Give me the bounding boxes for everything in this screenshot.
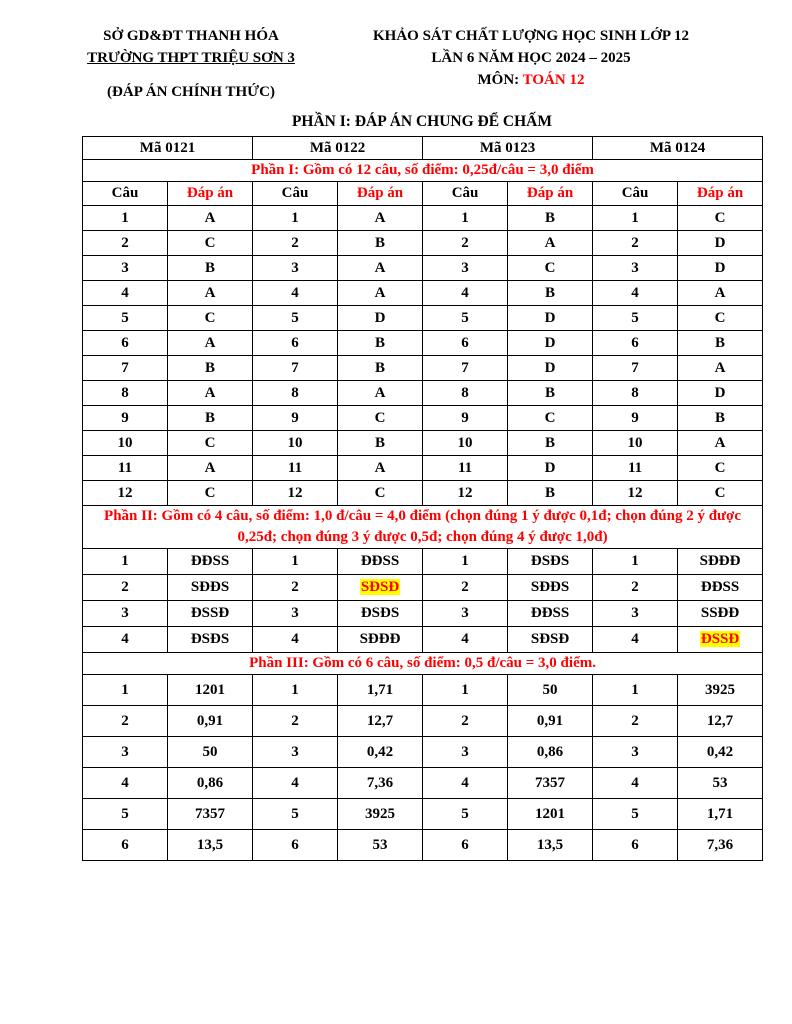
- answer-cell: B: [338, 231, 423, 256]
- question-number-cell: 5: [83, 799, 168, 830]
- question-number-cell: 3: [593, 256, 678, 281]
- part1-answer-row: [83, 381, 763, 406]
- answer-cell: 53: [678, 768, 763, 799]
- question-number-cell: 3: [593, 601, 678, 627]
- part3-answer-row: [83, 675, 763, 706]
- answer-column-header: Đáp án: [678, 182, 763, 206]
- question-number-cell: 1: [423, 206, 508, 231]
- part1-note-row: [83, 160, 763, 182]
- question-column-header: Câu: [593, 182, 678, 206]
- part2-note: Phần II: Gồm có 4 câu, số điểm: 1,0 đ/câu = 4,0 điểm (chọn đúng 1 ý được 0,1đ; chọn đúng 2 ý được 0,25đ; chọn đúng 3 ý được 0,5đ; chọn đúng 4 ý được 1,0đ): [83, 506, 763, 549]
- answer-cell: D: [508, 356, 593, 381]
- answer-cell: SSĐĐ: [678, 601, 763, 627]
- answer-cell: A: [338, 206, 423, 231]
- question-number-cell: 11: [83, 456, 168, 481]
- answer-cell: ĐĐSS: [338, 549, 423, 575]
- highlighted-answer: SĐSĐ: [360, 579, 400, 595]
- answer-cell: [338, 575, 423, 601]
- part1-answer-row: [83, 406, 763, 431]
- question-number-cell: 3: [253, 601, 338, 627]
- question-number-cell: 3: [83, 601, 168, 627]
- department-name: SỞ GD&ĐT THANH HÓA: [103, 28, 279, 44]
- answer-cell: 53: [338, 830, 423, 861]
- answer-cell: 0,86: [508, 737, 593, 768]
- part2-answer-row: [83, 601, 763, 627]
- question-number-cell: 5: [423, 306, 508, 331]
- part3-answer-row: [83, 830, 763, 861]
- question-number-cell: 2: [83, 706, 168, 737]
- answer-cell: B: [508, 381, 593, 406]
- answer-cell: A: [338, 381, 423, 406]
- answer-cell: [678, 627, 763, 653]
- answer-cell: B: [508, 481, 593, 506]
- answer-cell: A: [508, 231, 593, 256]
- question-number-cell: 1: [423, 675, 508, 706]
- part1-answer-row: [83, 206, 763, 231]
- answer-cell: A: [678, 281, 763, 306]
- answer-cell: SĐĐS: [508, 575, 593, 601]
- answer-cell: B: [508, 281, 593, 306]
- answer-cell: B: [338, 356, 423, 381]
- answer-cell: 7,36: [338, 768, 423, 799]
- part1-answer-row: [83, 481, 763, 506]
- part2-answer-row: [83, 575, 763, 601]
- exam-code-header: Mã 0123: [423, 137, 593, 160]
- question-number-cell: 5: [593, 799, 678, 830]
- question-number-cell: 2: [253, 575, 338, 601]
- answer-cell: C: [168, 431, 253, 456]
- part1-answer-row: [83, 256, 763, 281]
- answer-column-header: Đáp án: [338, 182, 423, 206]
- part3-answer-row: [83, 737, 763, 768]
- question-number-cell: 4: [83, 281, 168, 306]
- answer-cell: ĐSĐS: [168, 627, 253, 653]
- question-number-cell: 1: [253, 206, 338, 231]
- question-number-cell: 2: [423, 706, 508, 737]
- answer-cell: A: [678, 431, 763, 456]
- question-number-cell: 2: [423, 231, 508, 256]
- question-number-cell: 4: [423, 281, 508, 306]
- answer-column-header: Đáp án: [168, 182, 253, 206]
- question-number-cell: 10: [83, 431, 168, 456]
- question-number-cell: 9: [593, 406, 678, 431]
- question-number-cell: 6: [423, 331, 508, 356]
- answer-cell: D: [678, 256, 763, 281]
- question-number-cell: 6: [83, 830, 168, 861]
- exam-title: KHẢO SÁT CHẤT LƯỢNG HỌC SINH LỚP 12: [372, 28, 690, 44]
- question-number-cell: 4: [253, 627, 338, 653]
- document-header: [82, 25, 762, 103]
- official-answer-note: (ĐÁP ÁN CHÍNH THỨC): [107, 84, 275, 100]
- answer-cell: 0,86: [168, 768, 253, 799]
- part3-note-row: [83, 653, 763, 675]
- question-number-cell: 7: [83, 356, 168, 381]
- question-number-cell: 1: [593, 206, 678, 231]
- answer-cell: B: [508, 206, 593, 231]
- answer-cell: ĐĐSS: [678, 575, 763, 601]
- question-number-cell: 7: [423, 356, 508, 381]
- answer-cell: 3925: [338, 799, 423, 830]
- question-number-cell: 4: [593, 627, 678, 653]
- part3-note: Phần III: Gồm có 6 câu, số điểm: 0,5 đ/câu = 3,0 điểm.: [83, 653, 763, 675]
- answer-table: [82, 136, 763, 861]
- answer-cell: SĐSĐ: [508, 627, 593, 653]
- question-number-cell: 8: [593, 381, 678, 406]
- question-number-cell: 4: [593, 281, 678, 306]
- answer-cell: C: [678, 306, 763, 331]
- answer-table-title: PHẦN I: ĐÁP ÁN CHUNG ĐỂ CHẤM: [291, 113, 553, 130]
- answer-cell: B: [678, 406, 763, 431]
- question-number-cell: 11: [593, 456, 678, 481]
- answer-cell: B: [168, 356, 253, 381]
- answer-cell: SĐĐS: [168, 575, 253, 601]
- exam-code-header: Mã 0122: [253, 137, 423, 160]
- part2-answer-row: [83, 549, 763, 575]
- answer-cell: ĐSĐS: [508, 549, 593, 575]
- answer-cell: 13,5: [508, 830, 593, 861]
- code-header-row: [83, 137, 763, 160]
- question-number-cell: 2: [83, 231, 168, 256]
- question-number-cell: 5: [253, 306, 338, 331]
- question-number-cell: 12: [423, 481, 508, 506]
- answer-cell: D: [678, 381, 763, 406]
- answer-cell: C: [338, 406, 423, 431]
- answer-cell: 12,7: [338, 706, 423, 737]
- answer-cell: ĐĐSS: [508, 601, 593, 627]
- question-number-cell: 8: [253, 381, 338, 406]
- answer-cell: 50: [508, 675, 593, 706]
- answer-cell: A: [168, 331, 253, 356]
- answer-cell: C: [168, 306, 253, 331]
- answer-cell: 0,42: [338, 737, 423, 768]
- header-right-block: [300, 25, 762, 103]
- answer-cell: 50: [168, 737, 253, 768]
- answer-cell: ĐSĐS: [338, 601, 423, 627]
- question-number-cell: 2: [423, 575, 508, 601]
- question-number-cell: 2: [593, 706, 678, 737]
- answer-cell: 0,42: [678, 737, 763, 768]
- part1-answer-row: [83, 231, 763, 256]
- column-header-row: [83, 182, 763, 206]
- question-number-cell: 6: [253, 830, 338, 861]
- question-number-cell: 2: [593, 575, 678, 601]
- answer-cell: C: [508, 256, 593, 281]
- question-number-cell: 9: [423, 406, 508, 431]
- question-number-cell: 2: [83, 575, 168, 601]
- answer-cell: C: [168, 231, 253, 256]
- question-number-cell: 1: [593, 549, 678, 575]
- question-number-cell: 7: [593, 356, 678, 381]
- part1-answer-row: [83, 331, 763, 356]
- answer-cell: A: [168, 456, 253, 481]
- question-number-cell: 1: [83, 675, 168, 706]
- question-number-cell: 12: [593, 481, 678, 506]
- question-number-cell: 3: [423, 737, 508, 768]
- answer-cell: B: [338, 431, 423, 456]
- question-number-cell: 3: [423, 601, 508, 627]
- question-number-cell: 3: [253, 256, 338, 281]
- part1-answer-row: [83, 306, 763, 331]
- question-number-cell: 1: [593, 675, 678, 706]
- answer-cell: 7357: [168, 799, 253, 830]
- answer-cell: 3925: [678, 675, 763, 706]
- question-number-cell: 3: [83, 256, 168, 281]
- question-number-cell: 3: [593, 737, 678, 768]
- question-number-cell: 4: [83, 768, 168, 799]
- answer-cell: 1,71: [678, 799, 763, 830]
- answer-cell: 1201: [168, 675, 253, 706]
- question-number-cell: 4: [423, 768, 508, 799]
- answer-cell: A: [338, 256, 423, 281]
- answer-cell: A: [168, 281, 253, 306]
- answer-cell: B: [508, 431, 593, 456]
- answer-cell: A: [338, 281, 423, 306]
- question-number-cell: 11: [253, 456, 338, 481]
- part3-answer-row: [83, 706, 763, 737]
- question-number-cell: 6: [83, 331, 168, 356]
- part1-note: Phần I: Gồm có 12 câu, số điểm: 0,25đ/câu = 3,0 điểm: [83, 160, 763, 182]
- answer-cell: C: [338, 481, 423, 506]
- question-number-cell: 10: [593, 431, 678, 456]
- question-column-header: Câu: [83, 182, 168, 206]
- part2-note-row: [83, 506, 763, 549]
- answer-cell: C: [508, 406, 593, 431]
- answer-cell: 12,7: [678, 706, 763, 737]
- answer-cell: D: [508, 331, 593, 356]
- question-number-cell: 1: [253, 675, 338, 706]
- question-number-cell: 9: [83, 406, 168, 431]
- header-left-block: [82, 25, 300, 103]
- exam-session: LẦN 6 NĂM HỌC 2024 – 2025: [431, 50, 631, 66]
- answer-cell: C: [678, 206, 763, 231]
- question-number-cell: 2: [253, 706, 338, 737]
- question-number-cell: 6: [253, 331, 338, 356]
- question-number-cell: 6: [593, 830, 678, 861]
- question-number-cell: 3: [253, 737, 338, 768]
- question-number-cell: 4: [253, 768, 338, 799]
- answer-column-header: Đáp án: [508, 182, 593, 206]
- part3-answer-row: [83, 768, 763, 799]
- answer-cell: D: [508, 306, 593, 331]
- question-number-cell: 5: [423, 799, 508, 830]
- part1-answer-row: [83, 281, 763, 306]
- question-number-cell: 5: [253, 799, 338, 830]
- answer-cell: B: [338, 331, 423, 356]
- answer-cell: ĐĐSS: [168, 549, 253, 575]
- exam-code-header: Mã 0124: [593, 137, 763, 160]
- question-number-cell: 2: [253, 231, 338, 256]
- highlighted-answer: ĐSSĐ: [700, 631, 740, 647]
- answer-cell: D: [338, 306, 423, 331]
- answer-cell: 13,5: [168, 830, 253, 861]
- answer-cell: SĐĐĐ: [338, 627, 423, 653]
- answer-cell: 7,36: [678, 830, 763, 861]
- answer-table-body: [83, 137, 763, 861]
- question-number-cell: 5: [593, 306, 678, 331]
- part1-answer-row: [83, 456, 763, 481]
- question-number-cell: 1: [423, 549, 508, 575]
- question-number-cell: 11: [423, 456, 508, 481]
- answer-cell: 0,91: [168, 706, 253, 737]
- answer-cell: ĐSSĐ: [168, 601, 253, 627]
- question-number-cell: 1: [83, 549, 168, 575]
- question-number-cell: 4: [253, 281, 338, 306]
- subject-value: TOÁN 12: [522, 72, 585, 88]
- question-number-cell: 12: [83, 481, 168, 506]
- answer-cell: C: [678, 481, 763, 506]
- school-name: TRƯỜNG THPT TRIỆU SƠN 3: [87, 50, 295, 66]
- answer-cell: SĐĐĐ: [678, 549, 763, 575]
- answer-cell: 0,91: [508, 706, 593, 737]
- answer-cell: B: [678, 331, 763, 356]
- question-number-cell: 8: [423, 381, 508, 406]
- question-number-cell: 4: [423, 627, 508, 653]
- answer-cell: 1201: [508, 799, 593, 830]
- question-number-cell: 3: [83, 737, 168, 768]
- answer-cell: A: [168, 206, 253, 231]
- question-number-cell: 7: [253, 356, 338, 381]
- question-column-header: Câu: [253, 182, 338, 206]
- question-number-cell: 1: [83, 206, 168, 231]
- answer-cell: A: [338, 456, 423, 481]
- question-number-cell: 1: [253, 549, 338, 575]
- exam-subject: [300, 69, 762, 91]
- part3-answer-row: [83, 799, 763, 830]
- question-number-cell: 10: [423, 431, 508, 456]
- exam-code-header: Mã 0121: [83, 137, 253, 160]
- question-number-cell: 6: [423, 830, 508, 861]
- part1-answer-row: [83, 356, 763, 381]
- question-number-cell: 8: [83, 381, 168, 406]
- answer-cell: A: [168, 381, 253, 406]
- answer-cell: C: [168, 481, 253, 506]
- question-number-cell: 3: [423, 256, 508, 281]
- answer-cell: B: [168, 406, 253, 431]
- question-number-cell: 10: [253, 431, 338, 456]
- answer-cell: B: [168, 256, 253, 281]
- answer-cell: 1,71: [338, 675, 423, 706]
- question-number-cell: 4: [593, 768, 678, 799]
- subject-label: MÔN:: [477, 72, 523, 88]
- question-number-cell: 9: [253, 406, 338, 431]
- question-number-cell: 4: [83, 627, 168, 653]
- question-column-header: Câu: [423, 182, 508, 206]
- answer-cell: C: [678, 456, 763, 481]
- part2-answer-row: [83, 627, 763, 653]
- question-number-cell: 6: [593, 331, 678, 356]
- question-number-cell: 5: [83, 306, 168, 331]
- part1-answer-row: [83, 431, 763, 456]
- answer-cell: A: [678, 356, 763, 381]
- answer-cell: D: [508, 456, 593, 481]
- answer-cell: 7357: [508, 768, 593, 799]
- question-number-cell: 2: [593, 231, 678, 256]
- answer-cell: D: [678, 231, 763, 256]
- question-number-cell: 12: [253, 481, 338, 506]
